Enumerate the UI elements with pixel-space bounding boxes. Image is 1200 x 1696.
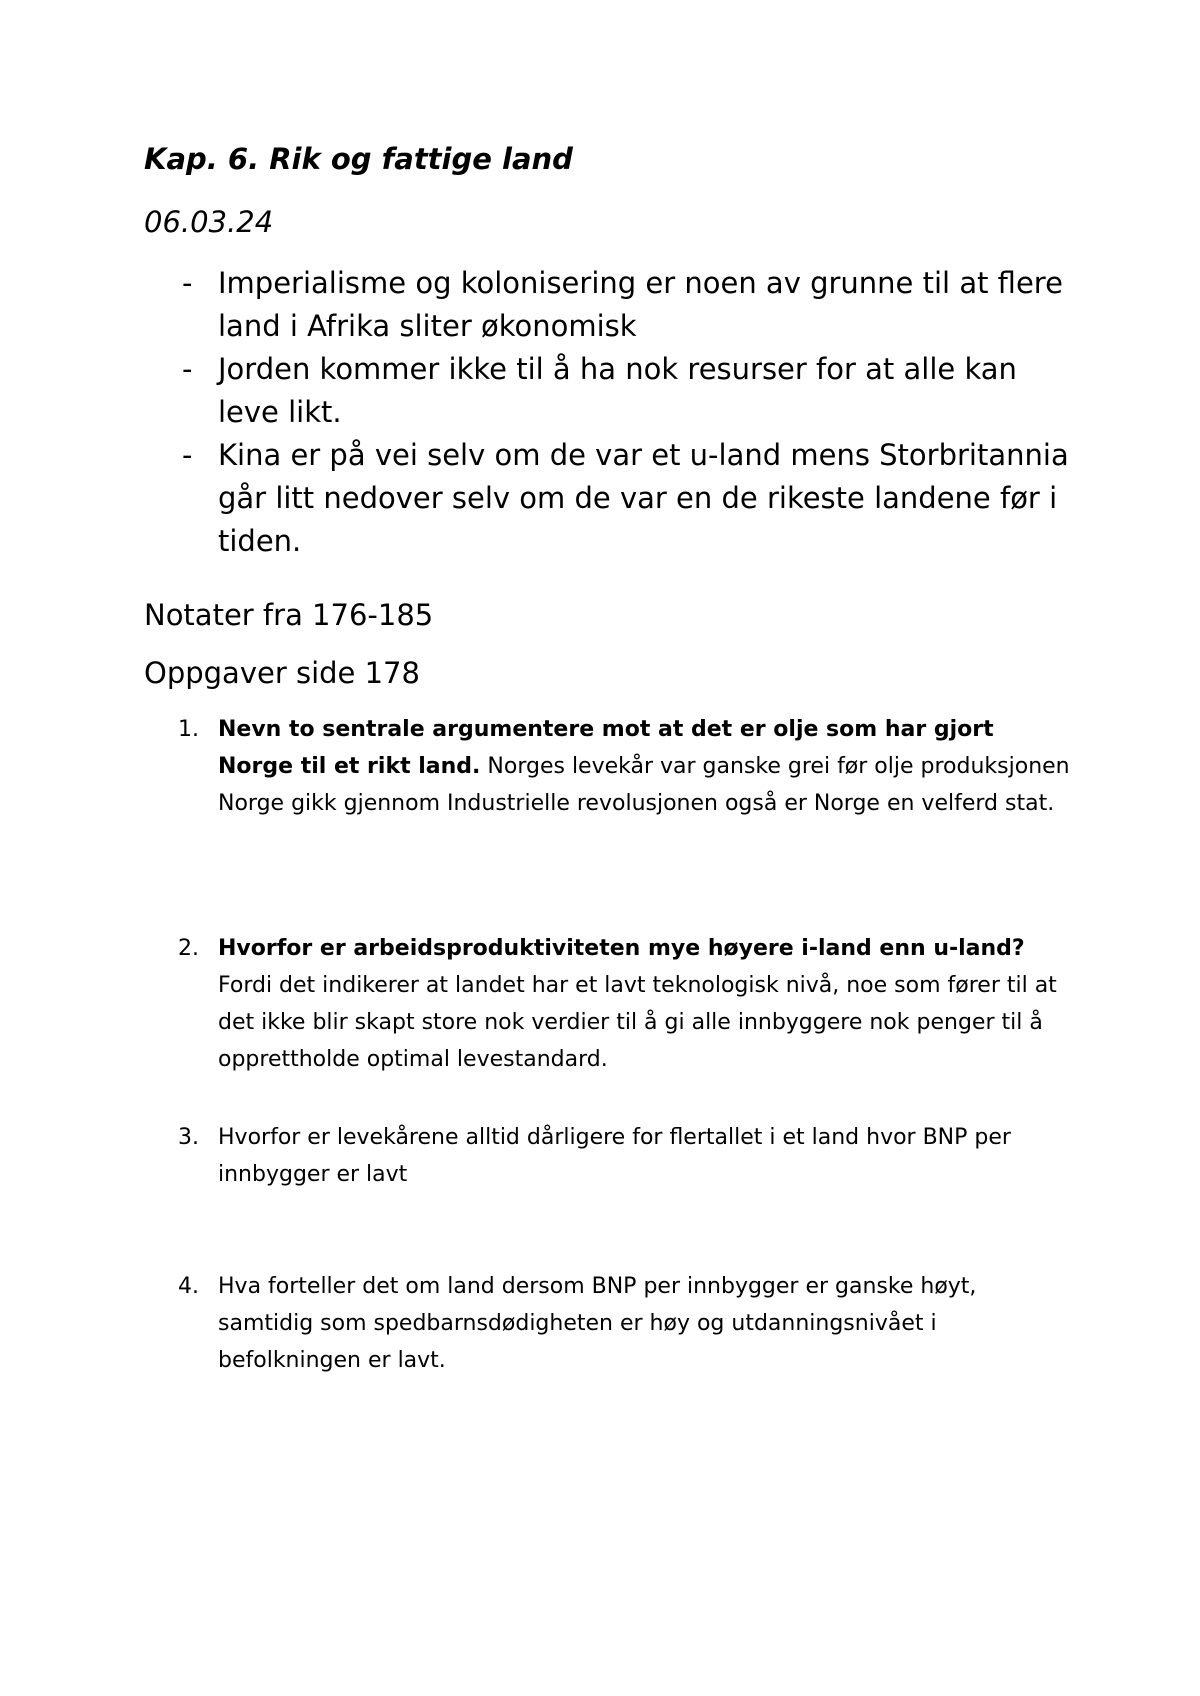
task-number: 1. xyxy=(178,717,199,742)
task-answer: Fordi det indikerer at landet har et lavt teknologisk nivå, noe som fører til at det ikke blir skapt store nok verdier til å gi alle innbyggere nok penger til å opprettholde optimal levestandard. xyxy=(218,973,1057,1072)
task-question: Hvorfor er arbeidsproduktiviteten mye høyere i-land enn u-land? xyxy=(218,936,1025,961)
task-number: 3. xyxy=(178,1125,199,1150)
task-body xyxy=(218,1119,1074,1193)
task-body xyxy=(218,711,1074,822)
task-item xyxy=(144,930,1074,1078)
task-body xyxy=(218,1268,1074,1379)
task-item xyxy=(144,1119,1074,1193)
task-question: Nevn to sentrale argumentere mot at det er olje som har gjort Norge til et rikt land. xyxy=(218,717,994,779)
bullet-dash: - xyxy=(182,266,193,300)
bullet-dash: - xyxy=(182,352,193,386)
summary-bullet-list xyxy=(144,262,1074,563)
bullet-item xyxy=(144,348,1074,434)
task-answer: Hvorfor er levekårene alltid dårligere for flertallet i et land hvor BNP per innbygger er lavt xyxy=(218,1125,1011,1187)
task-number: 4. xyxy=(178,1274,199,1299)
task-body xyxy=(218,930,1074,1078)
document-date: 06.03.24 xyxy=(144,205,274,239)
tasks-title: Oppgaver side 178 xyxy=(144,656,420,690)
bullet-item xyxy=(144,262,1074,348)
bullet-text: Kina er på vei selv om de var et u-land mens Storbritannia går litt nedover selv om de var en de rikeste landene før i tiden. xyxy=(218,438,1069,558)
task-item xyxy=(144,711,1074,822)
notes-title: Notater fra 176-185 xyxy=(144,598,434,632)
document-title: Kap. 6. Rik og fattige land xyxy=(144,142,573,176)
task-item xyxy=(144,1268,1074,1379)
task-number: 2. xyxy=(178,936,199,961)
task-answer: Norges levekår var ganske grei før olje produksjonen Norge gikk gjennom Industrielle revolusjonen også er Norge en velferd stat. xyxy=(218,754,1070,816)
bullet-text: Jorden kommer ikke til å ha nok resurser for at alle kan leve likt. xyxy=(218,352,1017,429)
bullet-dash: - xyxy=(182,438,193,472)
bullet-item xyxy=(144,434,1074,563)
task-answer: Hva forteller det om land dersom BNP per innbygger er ganske høyt, samtidig som spedbarnsdødigheten er høy og utdanningsnivået i befolkningen er lavt. xyxy=(218,1274,977,1373)
bullet-text: Imperialisme og kolonisering er noen av grunne til at flere land i Afrika sliter økonomisk xyxy=(218,266,1063,343)
